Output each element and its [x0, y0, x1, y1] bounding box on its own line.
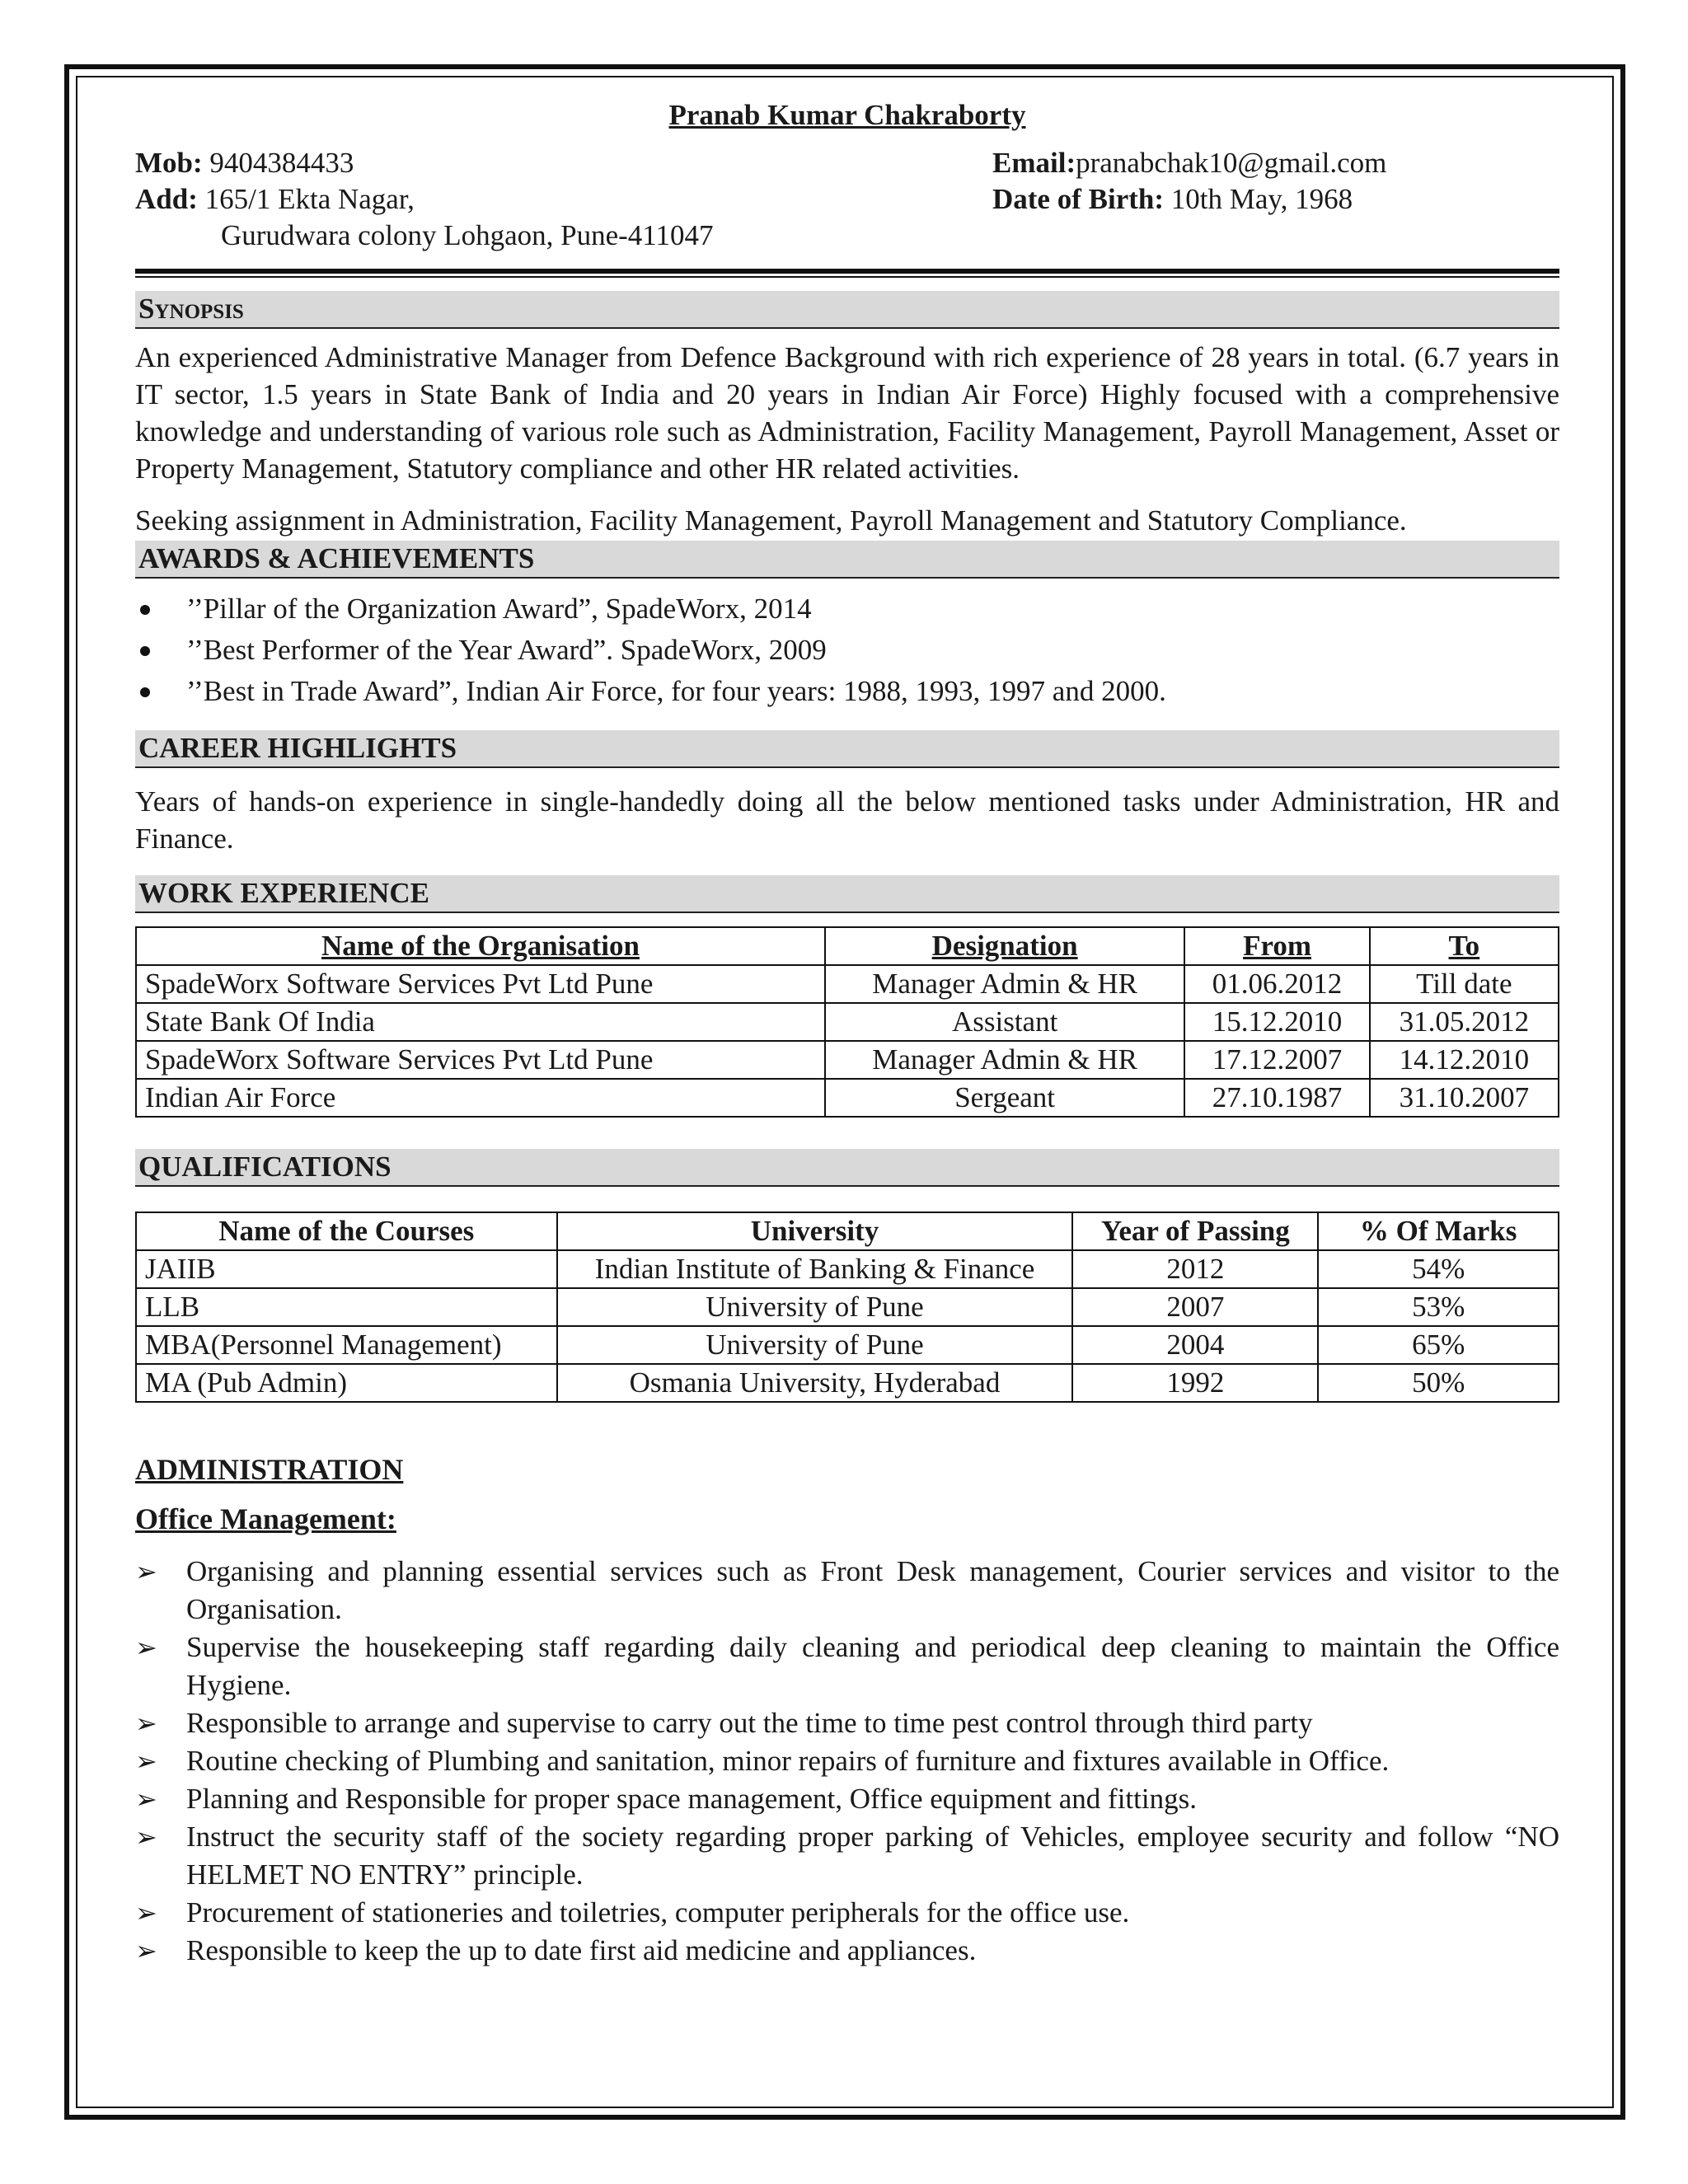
awards-list — [135, 588, 1559, 712]
table-cell: University of Pune — [557, 1326, 1073, 1364]
header-divider-thick — [135, 269, 1559, 274]
column-header: % Of Marks — [1318, 1212, 1559, 1250]
email-value: pranabchak10@gmail.com — [1076, 147, 1387, 179]
column-header: Name of the Organisation — [136, 927, 825, 965]
table-cell: 2004 — [1072, 1326, 1318, 1364]
table-cell: SpadeWorx Software Services Pvt Ltd Pune — [136, 1041, 825, 1079]
arrow-bullet-icon: ➢ — [135, 1708, 157, 1739]
contact-right — [992, 145, 1561, 218]
address-line — [135, 181, 959, 218]
column-header: To — [1370, 927, 1559, 965]
administration-heading: ADMINISTRATION — [135, 1453, 404, 1486]
resume-document — [135, 97, 1559, 1970]
table-cell: University of Pune — [557, 1288, 1073, 1326]
contact-left — [135, 145, 959, 254]
table-row — [136, 1250, 1559, 1288]
table-cell: 17.12.2007 — [1184, 1041, 1369, 1079]
table-row — [136, 1288, 1559, 1326]
list-item: ➢ Supervise the housekeeping staff regarding daily cleaning and periodical deep cleaning to maintain the Office Hygiene. — [135, 1629, 1559, 1704]
office-management-heading: Office Management: — [135, 1502, 396, 1535]
table-cell: 65% — [1318, 1326, 1559, 1364]
qualifications-heading: QUALIFICATIONS — [135, 1149, 1559, 1187]
list-item: ➢ Responsible to keep the up to date first aid medicine and appliances. — [135, 1932, 1559, 1970]
synopsis-paragraph: An experienced Administrative Manager from Defence Background with rich experience of 28 years in total. (6.7 years in IT sector, 1.5 years in State Bank of India and 20 years in Indian Air Force) Highly focused with a comprehensive knowledge and understanding of various role such as Administration, Facility Management, Payroll Management, Asset or Property Management, Statutory compliance and other HR related activities. — [135, 341, 1559, 485]
table-cell: Manager Admin & HR — [825, 1041, 1184, 1079]
address-line2: Gurudwara colony Lohgaon, Pune-411047 — [221, 219, 714, 251]
table-cell: Till date — [1370, 965, 1559, 1003]
list-item: ’’Best Performer of the Year Award”. SpadeWorx, 2009 — [135, 630, 1559, 671]
list-item: ’’Pillar of the Organization Award”, SpadeWorx, 2014 — [135, 588, 1559, 630]
table-cell: State Bank Of India — [136, 1003, 825, 1041]
table-header-row — [136, 927, 1559, 965]
column-header: Designation — [825, 927, 1184, 965]
arrow-bullet-icon: ➢ — [135, 1935, 157, 1966]
table-cell: 2007 — [1072, 1288, 1318, 1326]
table-cell: Indian Air Force — [136, 1079, 825, 1117]
email-label: Email: — [992, 147, 1076, 179]
arrow-bullet-icon: ➢ — [135, 1897, 157, 1929]
table-cell: 14.12.2010 — [1370, 1041, 1559, 1079]
arrow-bullet-icon: ➢ — [135, 1632, 157, 1663]
column-header: University — [557, 1212, 1073, 1250]
bullet-icon — [140, 687, 150, 697]
email-line — [992, 145, 1561, 181]
table-row — [136, 1326, 1559, 1364]
table-cell: 27.10.1987 — [1184, 1079, 1369, 1117]
address-label: Add: — [135, 183, 198, 215]
list-item: ➢ Planning and Responsible for proper space management, Office equipment and fittings. — [135, 1780, 1559, 1818]
table-cell: LLB — [136, 1288, 557, 1326]
mobile-label: Mob: — [135, 147, 203, 179]
table-cell: 53% — [1318, 1288, 1559, 1326]
table-cell: Manager Admin & HR — [825, 965, 1184, 1003]
table-cell: 50% — [1318, 1364, 1559, 1402]
table-cell: 1992 — [1072, 1364, 1318, 1402]
list-item: ➢ Organising and planning essential services such as Front Desk management, Courier services and visitor to the Organisation. — [135, 1553, 1559, 1629]
table-cell: 01.06.2012 — [1184, 965, 1369, 1003]
career-paragraph: Years of hands-on experience in single-handedly doing all the below mentioned tasks under Administration, HR and Finance. — [135, 785, 1559, 855]
dob-line — [992, 181, 1561, 218]
column-header: Name of the Courses — [136, 1212, 557, 1250]
table-header-row — [136, 1212, 1559, 1250]
table-cell: 31.05.2012 — [1370, 1003, 1559, 1041]
table-cell: 54% — [1318, 1250, 1559, 1288]
list-item: ➢ Instruct the security staff of the society regarding proper parking of Vehicles, employee security and follow “NO HELMET NO ENTRY” principle. — [135, 1818, 1559, 1894]
table-cell: 2012 — [1072, 1250, 1318, 1288]
column-header: Year of Passing — [1072, 1212, 1318, 1250]
table-cell: 31.10.2007 — [1370, 1079, 1559, 1117]
arrow-bullet-icon: ➢ — [135, 1783, 157, 1815]
bullet-icon — [140, 605, 150, 615]
table-row — [136, 965, 1559, 1003]
list-item: ➢ Routine checking of Plumbing and sanitation, minor repairs of furniture and fixtures available in Office. — [135, 1742, 1559, 1780]
table-cell: Assistant — [825, 1003, 1184, 1041]
table-cell: Indian Institute of Banking & Finance — [557, 1250, 1073, 1288]
work-experience-table — [135, 926, 1559, 1118]
address-line1: 165/1 Ekta Nagar, — [197, 183, 415, 215]
mobile-line — [135, 145, 959, 181]
mobile-value: 9404384433 — [202, 147, 354, 179]
synopsis-heading: Synopsis — [135, 291, 1559, 329]
career-heading: CAREER HIGHLIGHTS — [135, 730, 1559, 768]
candidate-name: Pranab Kumar Chakraborty — [668, 99, 1026, 131]
table-cell: Sergeant — [825, 1079, 1184, 1117]
table-cell: Osmania University, Hyderabad — [557, 1364, 1073, 1402]
table-cell: MBA(Personnel Management) — [136, 1326, 557, 1364]
qualifications-table — [135, 1212, 1559, 1403]
table-row — [136, 1041, 1559, 1079]
list-item: ’’Best in Trade Award”, Indian Air Force, for four years: 1988, 1993, 1997 and 2000. — [135, 671, 1559, 712]
column-header: From — [1184, 927, 1369, 965]
list-item: ➢ Responsible to arrange and supervise to carry out the time to time pest control through third party — [135, 1704, 1559, 1742]
synopsis-seeking: Seeking assignment in Administration, Facility Management, Payroll Management and Statutory Compliance. — [135, 504, 1407, 537]
work-heading: WORK EXPERIENCE — [135, 875, 1559, 913]
awards-heading: AWARDS & ACHIEVEMENTS — [135, 541, 1559, 579]
contact-block — [135, 145, 1559, 254]
table-cell: JAIIB — [136, 1250, 557, 1288]
office-management-list — [135, 1553, 1559, 1970]
table-row — [136, 1364, 1559, 1402]
arrow-bullet-icon: ➢ — [135, 1556, 157, 1587]
bullet-icon — [140, 646, 150, 656]
table-cell: 15.12.2010 — [1184, 1003, 1369, 1041]
arrow-bullet-icon: ➢ — [135, 1821, 157, 1853]
header-divider-thin — [135, 276, 1559, 278]
table-row — [136, 1003, 1559, 1041]
dob-label: Date of Birth: — [992, 183, 1165, 215]
list-item: ➢ Procurement of stationeries and toiletries, computer peripherals for the office use. — [135, 1894, 1559, 1932]
arrow-bullet-icon: ➢ — [135, 1746, 157, 1777]
dob-value: 10th May, 1968 — [1164, 183, 1353, 215]
table-cell: SpadeWorx Software Services Pvt Ltd Pune — [136, 965, 825, 1003]
table-cell: MA (Pub Admin) — [136, 1364, 557, 1402]
table-row — [136, 1079, 1559, 1117]
